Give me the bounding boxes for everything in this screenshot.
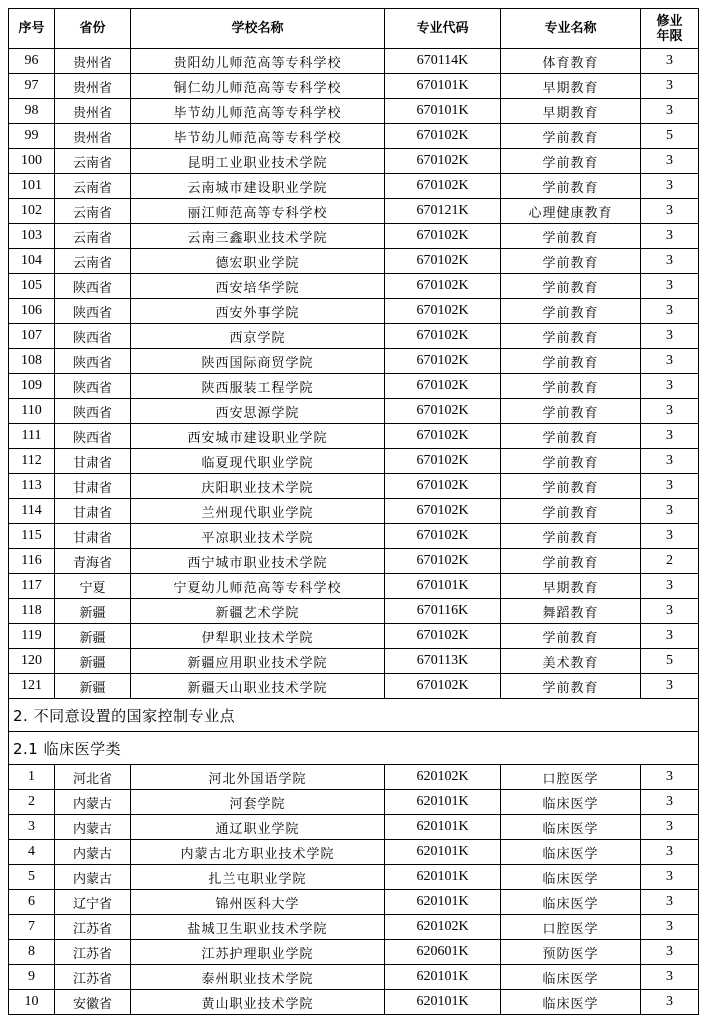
cell-major: 学前教育	[501, 674, 641, 699]
cell-index: 98	[9, 99, 55, 124]
cell-province: 陕西省	[55, 424, 131, 449]
cell-years: 5	[641, 649, 699, 674]
cell-major: 学前教育	[501, 399, 641, 424]
cell-years: 3	[641, 599, 699, 624]
cell-years: 3	[641, 274, 699, 299]
cell-code: 620101K	[385, 865, 501, 890]
cell-province: 陕西省	[55, 374, 131, 399]
cell-index: 114	[9, 499, 55, 524]
cell-index: 2	[9, 790, 55, 815]
cell-code: 620101K	[385, 890, 501, 915]
cell-code: 670102K	[385, 299, 501, 324]
cell-code: 670116K	[385, 599, 501, 624]
cell-index: 118	[9, 599, 55, 624]
cell-province: 陕西省	[55, 324, 131, 349]
cell-province: 内蒙古	[55, 790, 131, 815]
cell-major: 学前教育	[501, 149, 641, 174]
cell-code: 620102K	[385, 915, 501, 940]
table-row	[9, 890, 699, 915]
cell-province: 江苏省	[55, 940, 131, 965]
table-row	[9, 74, 699, 99]
cell-school: 河套学院	[131, 790, 385, 815]
table-row	[9, 499, 699, 524]
cell-code: 670101K	[385, 574, 501, 599]
cell-years: 3	[641, 890, 699, 915]
cell-years: 3	[641, 199, 699, 224]
cell-province: 云南省	[55, 249, 131, 274]
cell-code: 620101K	[385, 815, 501, 840]
cell-major: 早期教育	[501, 574, 641, 599]
cell-major: 临床医学	[501, 990, 641, 1015]
cell-years: 3	[641, 349, 699, 374]
cell-province: 安徽省	[55, 990, 131, 1015]
cell-code: 670102K	[385, 549, 501, 574]
table-row	[9, 840, 699, 865]
cell-major: 学前教育	[501, 549, 641, 574]
cell-school: 毕节幼儿师范高等专科学校	[131, 124, 385, 149]
cell-code: 620102K	[385, 765, 501, 790]
cell-major: 早期教育	[501, 74, 641, 99]
table-row	[9, 624, 699, 649]
cell-years: 3	[641, 815, 699, 840]
cell-years: 3	[641, 940, 699, 965]
cell-years: 3	[641, 574, 699, 599]
cell-school: 贵阳幼儿师范高等专科学校	[131, 49, 385, 74]
table-row	[9, 549, 699, 574]
section-title-2: 2. 不同意设置的国家控制专业点	[9, 699, 699, 732]
table-row	[9, 349, 699, 374]
cell-major: 学前教育	[501, 424, 641, 449]
cell-index: 108	[9, 349, 55, 374]
cell-major: 学前教育	[501, 524, 641, 549]
cell-code: 670102K	[385, 124, 501, 149]
cell-years: 3	[641, 474, 699, 499]
cell-code: 670102K	[385, 349, 501, 374]
cell-province: 河北省	[55, 765, 131, 790]
cell-school: 临夏现代职业学院	[131, 449, 385, 474]
cell-province: 贵州省	[55, 49, 131, 74]
cell-code: 670102K	[385, 449, 501, 474]
cell-major: 临床医学	[501, 965, 641, 990]
cell-province: 贵州省	[55, 124, 131, 149]
cell-school: 西安培华学院	[131, 274, 385, 299]
cell-major: 学前教育	[501, 174, 641, 199]
cell-province: 甘肃省	[55, 524, 131, 549]
cell-province: 江苏省	[55, 915, 131, 940]
cell-code: 620101K	[385, 840, 501, 865]
cell-index: 105	[9, 274, 55, 299]
cell-index: 9	[9, 965, 55, 990]
cell-major: 学前教育	[501, 474, 641, 499]
cell-years: 3	[641, 99, 699, 124]
header-years-line1: 修业	[656, 13, 683, 29]
table-row	[9, 274, 699, 299]
table-row	[9, 815, 699, 840]
table-row	[9, 990, 699, 1015]
cell-index: 104	[9, 249, 55, 274]
table-row	[9, 124, 699, 149]
cell-province: 云南省	[55, 199, 131, 224]
header-row	[9, 9, 699, 49]
table-row	[9, 915, 699, 940]
cell-code: 670102K	[385, 149, 501, 174]
table-row	[9, 149, 699, 174]
cell-province: 江苏省	[55, 965, 131, 990]
cell-school: 陕西服装工程学院	[131, 374, 385, 399]
table-row	[9, 449, 699, 474]
cell-code: 670113K	[385, 649, 501, 674]
cell-major: 学前教育	[501, 124, 641, 149]
cell-code: 670102K	[385, 424, 501, 449]
cell-major: 临床医学	[501, 865, 641, 890]
cell-index: 7	[9, 915, 55, 940]
cell-years: 3	[641, 790, 699, 815]
cell-major: 学前教育	[501, 299, 641, 324]
table-row	[9, 299, 699, 324]
cell-index: 3	[9, 815, 55, 840]
cell-school: 泰州职业技术学院	[131, 965, 385, 990]
cell-code: 670102K	[385, 324, 501, 349]
cell-school: 云南城市建设职业学院	[131, 174, 385, 199]
cell-school: 德宏职业学院	[131, 249, 385, 274]
table-row	[9, 765, 699, 790]
cell-code: 670114K	[385, 49, 501, 74]
cell-major: 临床医学	[501, 890, 641, 915]
cell-school: 伊犁职业技术学院	[131, 624, 385, 649]
cell-index: 97	[9, 74, 55, 99]
cell-province: 陕西省	[55, 274, 131, 299]
cell-code: 670102K	[385, 374, 501, 399]
cell-school: 扎兰屯职业学院	[131, 865, 385, 890]
cell-index: 120	[9, 649, 55, 674]
table-row	[9, 965, 699, 990]
cell-code: 670102K	[385, 274, 501, 299]
cell-province: 甘肃省	[55, 449, 131, 474]
cell-province: 辽宁省	[55, 890, 131, 915]
table-row	[9, 674, 699, 699]
table-row	[9, 599, 699, 624]
cell-school: 铜仁幼儿师范高等专科学校	[131, 74, 385, 99]
cell-years: 3	[641, 765, 699, 790]
cell-major: 临床医学	[501, 840, 641, 865]
cell-index: 99	[9, 124, 55, 149]
cell-index: 1	[9, 765, 55, 790]
cell-years: 3	[641, 224, 699, 249]
cell-index: 121	[9, 674, 55, 699]
cell-school: 新疆天山职业技术学院	[131, 674, 385, 699]
cell-school: 新疆应用职业技术学院	[131, 649, 385, 674]
cell-school: 兰州现代职业学院	[131, 499, 385, 524]
cell-province: 贵州省	[55, 99, 131, 124]
cell-years: 3	[641, 249, 699, 274]
section-title-2-1: 2.1 临床医学类	[9, 732, 699, 765]
cell-major: 学前教育	[501, 249, 641, 274]
cell-years: 3	[641, 374, 699, 399]
table-row	[9, 49, 699, 74]
cell-index: 110	[9, 399, 55, 424]
cell-index: 10	[9, 990, 55, 1015]
cell-major: 舞蹈教育	[501, 599, 641, 624]
cell-province: 内蒙古	[55, 865, 131, 890]
cell-school: 西安思源学院	[131, 399, 385, 424]
cell-code: 670102K	[385, 249, 501, 274]
cell-school: 黄山职业技术学院	[131, 990, 385, 1015]
section-row	[9, 732, 699, 765]
cell-major: 学前教育	[501, 349, 641, 374]
cell-index: 4	[9, 840, 55, 865]
header-code: 专业代码	[385, 9, 501, 49]
cell-school: 西宁城市职业技术学院	[131, 549, 385, 574]
cell-code: 670102K	[385, 224, 501, 249]
cell-index: 109	[9, 374, 55, 399]
enrollment-table	[8, 8, 699, 1015]
table-row	[9, 940, 699, 965]
cell-major: 体育教育	[501, 49, 641, 74]
cell-province: 青海省	[55, 549, 131, 574]
cell-province: 内蒙古	[55, 840, 131, 865]
cell-province: 新疆	[55, 599, 131, 624]
header-school: 学校名称	[131, 9, 385, 49]
cell-province: 宁夏	[55, 574, 131, 599]
cell-major: 学前教育	[501, 499, 641, 524]
cell-school: 江苏护理职业学院	[131, 940, 385, 965]
cell-index: 112	[9, 449, 55, 474]
table-row	[9, 649, 699, 674]
table-body-rejected	[9, 765, 699, 1015]
table-row	[9, 399, 699, 424]
cell-years: 3	[641, 149, 699, 174]
document-page	[8, 8, 698, 1015]
cell-major: 学前教育	[501, 624, 641, 649]
cell-index: 117	[9, 574, 55, 599]
cell-years: 5	[641, 124, 699, 149]
header-years-line2: 年限	[656, 28, 683, 44]
cell-years: 2	[641, 549, 699, 574]
cell-province: 陕西省	[55, 349, 131, 374]
cell-school: 毕节幼儿师范高等专科学校	[131, 99, 385, 124]
cell-index: 101	[9, 174, 55, 199]
table-row	[9, 224, 699, 249]
cell-province: 甘肃省	[55, 499, 131, 524]
cell-province: 新疆	[55, 674, 131, 699]
table-row	[9, 249, 699, 274]
cell-years: 3	[641, 990, 699, 1015]
cell-code: 670101K	[385, 74, 501, 99]
cell-years: 3	[641, 424, 699, 449]
cell-years: 3	[641, 174, 699, 199]
cell-years: 3	[641, 74, 699, 99]
cell-school: 内蒙古北方职业技术学院	[131, 840, 385, 865]
cell-years: 3	[641, 624, 699, 649]
cell-school: 西京学院	[131, 324, 385, 349]
cell-index: 119	[9, 624, 55, 649]
cell-province: 甘肃省	[55, 474, 131, 499]
cell-index: 6	[9, 890, 55, 915]
cell-school: 新疆艺术学院	[131, 599, 385, 624]
cell-code: 670102K	[385, 624, 501, 649]
cell-province: 云南省	[55, 149, 131, 174]
cell-school: 盐城卫生职业技术学院	[131, 915, 385, 940]
cell-province: 云南省	[55, 224, 131, 249]
cell-school: 锦州医科大学	[131, 890, 385, 915]
cell-index: 102	[9, 199, 55, 224]
cell-code: 670102K	[385, 499, 501, 524]
table-body-approved	[9, 49, 699, 699]
cell-major: 心理健康教育	[501, 199, 641, 224]
table-row	[9, 790, 699, 815]
cell-province: 贵州省	[55, 74, 131, 99]
cell-school: 平凉职业技术学院	[131, 524, 385, 549]
cell-school: 庆阳职业技术学院	[131, 474, 385, 499]
cell-years: 3	[641, 299, 699, 324]
cell-school: 昆明工业职业技术学院	[131, 149, 385, 174]
cell-province: 新疆	[55, 649, 131, 674]
table-row	[9, 865, 699, 890]
cell-province: 云南省	[55, 174, 131, 199]
cell-code: 670121K	[385, 199, 501, 224]
header-index: 序号	[9, 9, 55, 49]
cell-code: 620101K	[385, 965, 501, 990]
cell-major: 口腔医学	[501, 915, 641, 940]
cell-school: 宁夏幼儿师范高等专科学校	[131, 574, 385, 599]
cell-years: 3	[641, 915, 699, 940]
cell-school: 河北外国语学院	[131, 765, 385, 790]
cell-code: 670102K	[385, 399, 501, 424]
cell-school: 西安外事学院	[131, 299, 385, 324]
cell-province: 陕西省	[55, 299, 131, 324]
cell-index: 8	[9, 940, 55, 965]
cell-index: 103	[9, 224, 55, 249]
cell-index: 115	[9, 524, 55, 549]
cell-school: 西安城市建设职业学院	[131, 424, 385, 449]
cell-major: 预防医学	[501, 940, 641, 965]
table-row	[9, 324, 699, 349]
cell-index: 113	[9, 474, 55, 499]
cell-years: 3	[641, 524, 699, 549]
cell-school: 陕西国际商贸学院	[131, 349, 385, 374]
cell-code: 670102K	[385, 524, 501, 549]
header-years	[641, 9, 699, 49]
cell-major: 学前教育	[501, 449, 641, 474]
cell-index: 5	[9, 865, 55, 890]
cell-code: 670102K	[385, 474, 501, 499]
cell-major: 美术教育	[501, 649, 641, 674]
cell-index: 116	[9, 549, 55, 574]
cell-school: 云南三鑫职业技术学院	[131, 224, 385, 249]
table-row	[9, 524, 699, 549]
table-row	[9, 374, 699, 399]
cell-major: 临床医学	[501, 815, 641, 840]
cell-province: 内蒙古	[55, 815, 131, 840]
cell-years: 3	[641, 324, 699, 349]
cell-major: 口腔医学	[501, 765, 641, 790]
table-row	[9, 574, 699, 599]
cell-province: 新疆	[55, 624, 131, 649]
header-province: 省份	[55, 9, 131, 49]
cell-major: 学前教育	[501, 324, 641, 349]
cell-code: 670102K	[385, 174, 501, 199]
cell-code: 620601K	[385, 940, 501, 965]
table-row	[9, 99, 699, 124]
header-major: 专业名称	[501, 9, 641, 49]
cell-code: 620101K	[385, 990, 501, 1015]
cell-major: 学前教育	[501, 374, 641, 399]
table-row	[9, 174, 699, 199]
section-row	[9, 699, 699, 732]
cell-years: 3	[641, 965, 699, 990]
cell-index: 100	[9, 149, 55, 174]
cell-school: 通辽职业学院	[131, 815, 385, 840]
cell-index: 96	[9, 49, 55, 74]
cell-school: 丽江师范高等专科学校	[131, 199, 385, 224]
cell-major: 学前教育	[501, 224, 641, 249]
cell-years: 3	[641, 865, 699, 890]
cell-years: 3	[641, 499, 699, 524]
table-row	[9, 474, 699, 499]
cell-index: 106	[9, 299, 55, 324]
table-row	[9, 424, 699, 449]
table-row	[9, 199, 699, 224]
cell-index: 107	[9, 324, 55, 349]
cell-major: 早期教育	[501, 99, 641, 124]
cell-years: 3	[641, 674, 699, 699]
cell-code: 670102K	[385, 674, 501, 699]
section-headings	[9, 699, 699, 765]
cell-major: 学前教育	[501, 274, 641, 299]
cell-years: 3	[641, 840, 699, 865]
cell-code: 670101K	[385, 99, 501, 124]
cell-years: 3	[641, 49, 699, 74]
cell-major: 临床医学	[501, 790, 641, 815]
cell-years: 3	[641, 399, 699, 424]
cell-years: 3	[641, 449, 699, 474]
cell-code: 620101K	[385, 790, 501, 815]
cell-index: 111	[9, 424, 55, 449]
cell-province: 陕西省	[55, 399, 131, 424]
